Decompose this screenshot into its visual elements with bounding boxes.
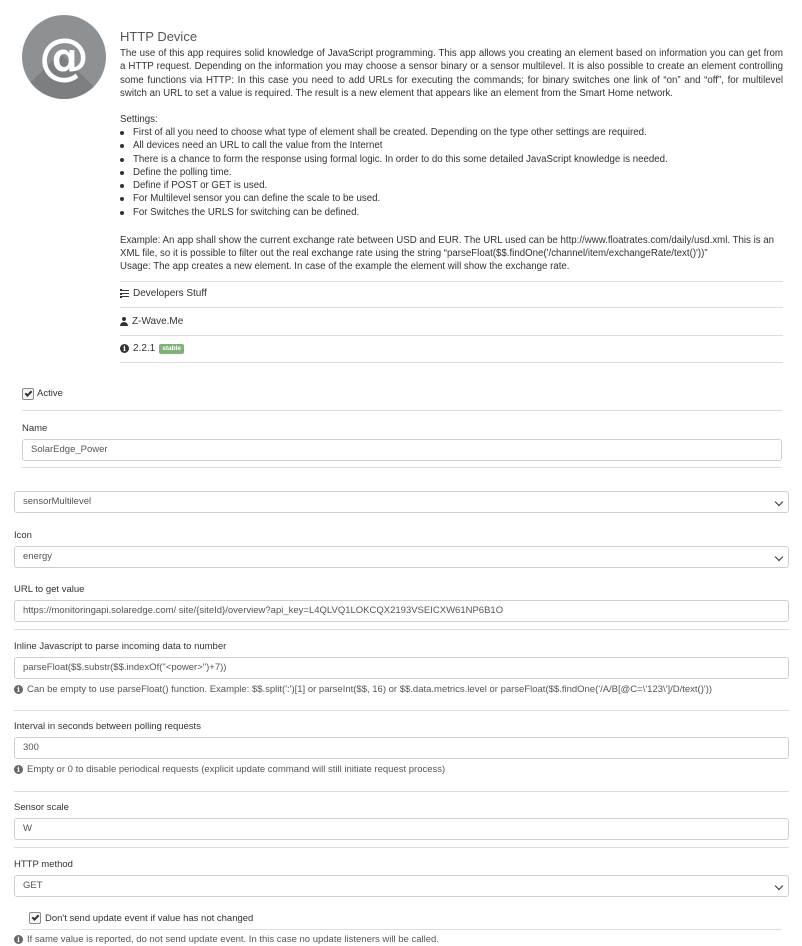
divider	[120, 307, 783, 308]
scale-label: Sensor scale	[14, 802, 69, 813]
app-description: The use of this app requires solid knowledge of JavaScript programming. This app allows you creating an element based on information you can get from a HTTP request. Depending on the information you may choose a sensor binary or a sensor multilevel. It is also possible to create an element controlling some functions via HTTP: In this case you need to add URLs for executing the commands; for binary switches one link of “on” and “off”, for multilevel switch an URL to set a value is required. The result is a new element that appears like an element from the Smart Home network.	[120, 48, 783, 100]
url-input[interactable]: https://monitoringapi.solaredge.com/ site/{siteId}/overview?api_key=L4QLVQ1LOKCQX2193VSEICXW61NP6B1O	[14, 600, 789, 622]
name-input[interactable]: SolarEdge_Power	[22, 439, 782, 461]
parse-help-text: Can be empty to use parseFloat() function. Example: $$.split(':')[1] or parseInt($$, 16) or $$.data.metrics.level or parseFloat($$.findOne('/A/B[@C=\'123\']/D/text()'))	[27, 684, 713, 695]
info-icon: i	[14, 935, 23, 944]
icon-select-value: energy	[23, 551, 53, 562]
http-method-select[interactable]	[14, 875, 789, 897]
info-icon: i	[14, 765, 23, 774]
info-icon: i	[14, 685, 23, 694]
stable-badge: stable	[159, 344, 184, 354]
author-name: Z-Wave.Me	[132, 316, 184, 327]
settings-title: Settings:	[120, 114, 158, 125]
parse-script-input[interactable]: parseFloat($$.substr($$.indexOf("<power>")+7))	[14, 657, 789, 679]
version-row	[120, 343, 184, 354]
divider	[14, 791, 789, 792]
author-row	[120, 316, 183, 327]
usage-text: Usage: The app creates a new element. In case of the example the element will show the exchange rate.	[120, 261, 570, 272]
divider	[120, 335, 783, 336]
settings-list	[120, 126, 668, 219]
app-title: HTTP Device	[120, 29, 198, 44]
info-icon: i	[120, 344, 129, 353]
chevron-down-icon	[775, 498, 783, 506]
settings-item: First of all you need to choose what type of element shall be created. Depending on the type other settings are required.	[120, 126, 668, 139]
no-change-checkbox[interactable]	[29, 912, 41, 924]
url-label: URL to get value	[14, 584, 85, 595]
active-checkbox[interactable]	[22, 388, 34, 400]
example-text: Example: An app shall show the current exchange rate between USD and EUR. The URL used can be http://www.floatrates.com/daily/usd.xml. This is an XML file, so it is possible to filter out the real exchange rate using the string “parseFloat($$.findOne('/channel/item/exchangeRate/text()'))”	[120, 235, 775, 260]
divider	[14, 847, 789, 848]
version-number: 2.2.1	[133, 343, 156, 354]
checkmark-icon	[24, 389, 32, 397]
divider	[22, 929, 782, 930]
icon-select[interactable]	[14, 546, 789, 568]
settings-item: Define the polling time.	[120, 166, 668, 179]
interval-help	[14, 764, 445, 775]
settings-item: Define if POST or GET is used.	[120, 179, 668, 192]
app-icon	[22, 15, 106, 99]
settings-item: There is a chance to form the response using formal logic. In order to do this some detailed JavaScript knowledge is needed.	[120, 153, 668, 166]
checkmark-icon	[31, 913, 39, 921]
icon-label: Icon	[14, 530, 32, 541]
at-sign-icon: @	[39, 28, 89, 86]
divider	[120, 362, 783, 363]
no-change-label: Don't send update event if value has not changed	[45, 913, 254, 924]
developers-stuff-link[interactable]	[120, 288, 207, 299]
http-method-value: GET	[23, 880, 43, 891]
interval-input[interactable]: 300	[14, 737, 789, 759]
no-change-help-text: If same value is reported, do not send update event. In this case no update listeners will be called.	[27, 934, 439, 945]
settings-item: For Multilevel sensor you can define the scale to be used.	[120, 192, 668, 205]
settings-item: All devices need an URL to call the value from the Internet	[120, 139, 668, 152]
name-label: Name	[22, 423, 48, 434]
developers-stuff-label: Developers Stuff	[133, 288, 207, 299]
user-icon	[120, 317, 128, 326]
divider	[120, 281, 783, 282]
chevron-down-icon	[775, 553, 783, 561]
parse-help	[14, 684, 712, 695]
parse-label: Inline Javascript to parse incoming data to number	[14, 641, 227, 652]
scale-input[interactable]: W	[14, 818, 789, 840]
divider	[14, 629, 789, 630]
divider	[14, 710, 789, 711]
element-type-select[interactable]	[14, 491, 789, 513]
method-label: HTTP method	[14, 859, 73, 870]
chevron-down-icon	[775, 882, 783, 890]
no-change-help	[14, 934, 439, 945]
interval-help-text: Empty or 0 to disable periodical requests (explicit update command will still initiate request process)	[27, 764, 446, 775]
element-type-value: sensorMultilevel	[23, 496, 92, 507]
divider	[22, 467, 782, 468]
settings-item: For Switches the URLS for switching can be defined.	[120, 206, 668, 219]
interval-label: Interval in seconds between polling requests	[14, 721, 201, 732]
list-icon	[120, 290, 129, 298]
active-label: Active	[37, 388, 63, 399]
divider	[22, 410, 782, 411]
